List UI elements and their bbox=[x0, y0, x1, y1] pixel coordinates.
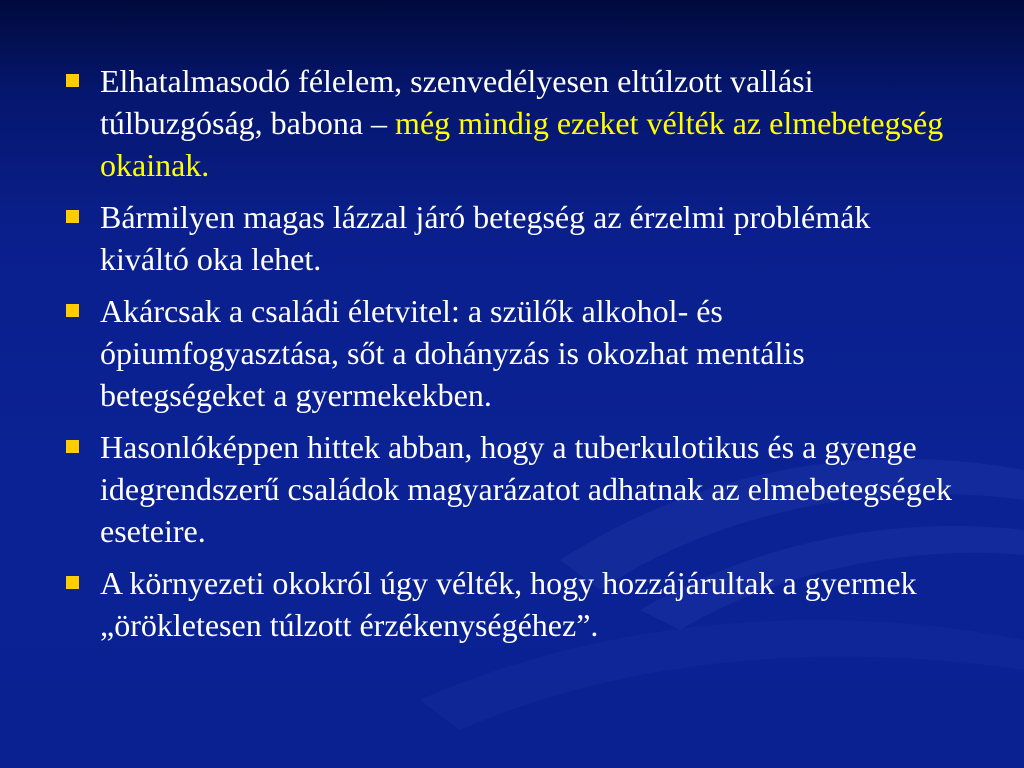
bullet-highlight-text: még mindig ezeket vélték az elmebetegség okainak. bbox=[100, 105, 944, 183]
square-bullet-icon bbox=[66, 210, 79, 223]
square-bullet-icon bbox=[66, 440, 79, 453]
bullet-item bbox=[66, 290, 958, 416]
bullet-list bbox=[66, 60, 958, 656]
square-bullet-icon bbox=[66, 576, 79, 589]
square-bullet-icon bbox=[66, 304, 79, 317]
bullet-item bbox=[66, 60, 958, 186]
bullet-item bbox=[66, 562, 958, 646]
bullet-item bbox=[66, 426, 958, 552]
bullet-text: Hasonlóképpen hittek abban, hogy a tuberkulotikus és a gyenge idegrendszerű családok magyarázatot adhatnak az elmebetegségek eseteire. bbox=[100, 429, 953, 549]
square-bullet-icon bbox=[66, 74, 79, 87]
bullet-item bbox=[66, 196, 958, 280]
bullet-text: Bármilyen magas lázzal járó betegség az érzelmi problémák kiváltó oka lehet. bbox=[100, 199, 871, 277]
bullet-text: A környezeti okokról úgy vélték, hogy hozzájárultak a gyermek „örökletesen túlzott érzékenységéhez”. bbox=[100, 565, 917, 643]
bullet-text: Akárcsak a családi életvitel: a szülők alkohol- és ópiumfogyasztása, sőt a dohányzás is okozhat mentális betegségeket a gyermekekben. bbox=[100, 293, 805, 413]
bullet-text: Elhatalmasodó félelem, szenvedélyesen eltúlzott vallási túlbuzgóság, babona – bbox=[100, 63, 814, 141]
